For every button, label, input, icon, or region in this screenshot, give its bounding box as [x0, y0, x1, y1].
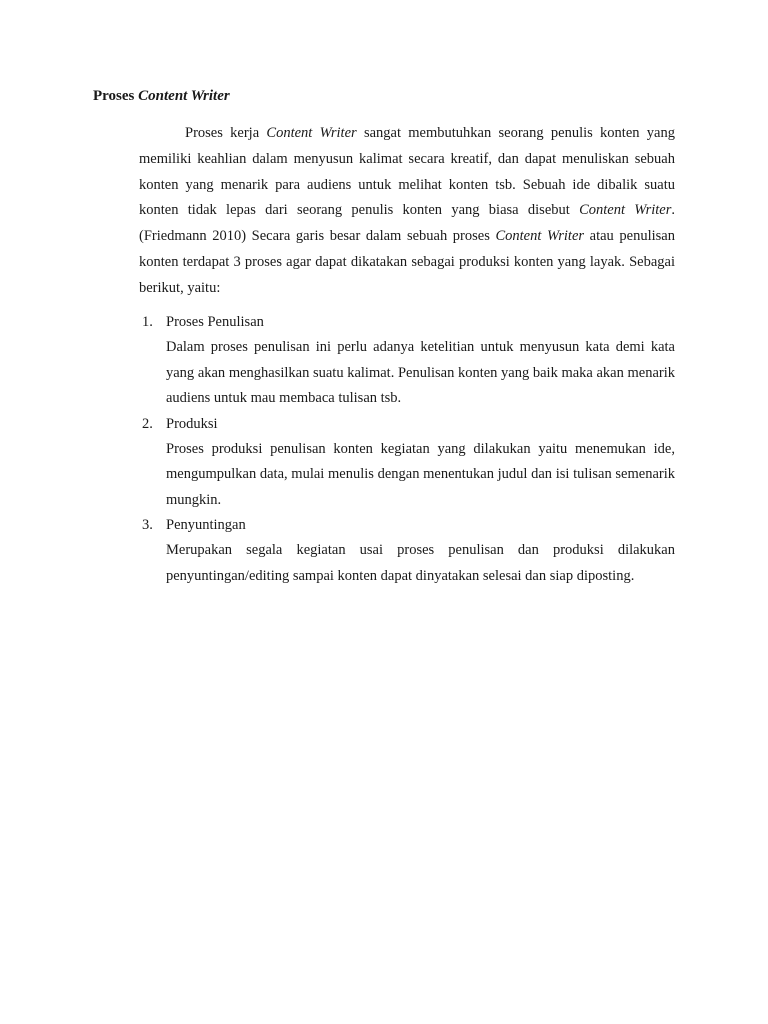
list-item-number: 3.	[142, 517, 153, 533]
intro-text-3: . (Friedmann 2010) Secara garis besar dalam sebuah proses	[139, 202, 675, 245]
list-item-title: Produksi	[166, 415, 218, 432]
intro-text-4: atau penulisan konten terdapat 3 proses agar dapat dikatakan sebagai produksi konten yang layak. Sebagai berikut, yaitu:	[139, 228, 675, 296]
list-item	[139, 513, 675, 589]
intro-italic-2: Content Writer	[579, 202, 672, 219]
intro-text-1: Proses kerja	[185, 125, 267, 141]
list-item-body: Dalam proses penulisan ini perlu adanya ketelitian untuk menyusun kata demi kata yang akan menghasilkan suatu kalimat. Penulisan konten yang baik maka akan menarik audiens untuk mau membaca tulisan tsb.	[166, 339, 675, 406]
heading-italic: Content Writer	[138, 88, 230, 104]
intro-italic-1: Content Writer	[266, 125, 357, 141]
intro-paragraph	[139, 121, 675, 302]
list-item-body: Proses produksi penulisan konten kegiatan yang dilakukan yaitu menemukan ide, mengumpulkan data, mulai menulis dengan menentukan judul dan isi tulisan semenarik mungkin.	[166, 440, 675, 508]
section-heading	[93, 86, 230, 106]
list-item-number: 1.	[142, 314, 153, 330]
process-list	[139, 310, 675, 589]
heading-prefix: Proses	[93, 88, 135, 104]
list-item-body: Merupakan segala kegiatan usai proses penulisan dan produksi dilakukan penyuntingan/editing sampai konten dapat dinyatakan selesai dan siap diposting.	[166, 542, 675, 584]
intro-text-2: sangat membutuhkan seorang penulis konten yang memiliki keahlian dalam menyusun kalimat secara kreatif, dan dapat menuliskan sebuah konten yang menarik para audiens untuk melihat konten tsb. Sebuah ide dibalik suatu konten tidak lepas dari seorang penulis konten yang biasa disebut	[139, 125, 675, 219]
list-item	[139, 412, 675, 514]
list-item	[139, 310, 675, 412]
list-item-number: 2.	[142, 415, 153, 432]
list-item-title: Penyuntingan	[166, 517, 246, 533]
list-item-title: Proses Penulisan	[166, 314, 264, 330]
intro-italic-3: Content Writer	[495, 228, 585, 245]
